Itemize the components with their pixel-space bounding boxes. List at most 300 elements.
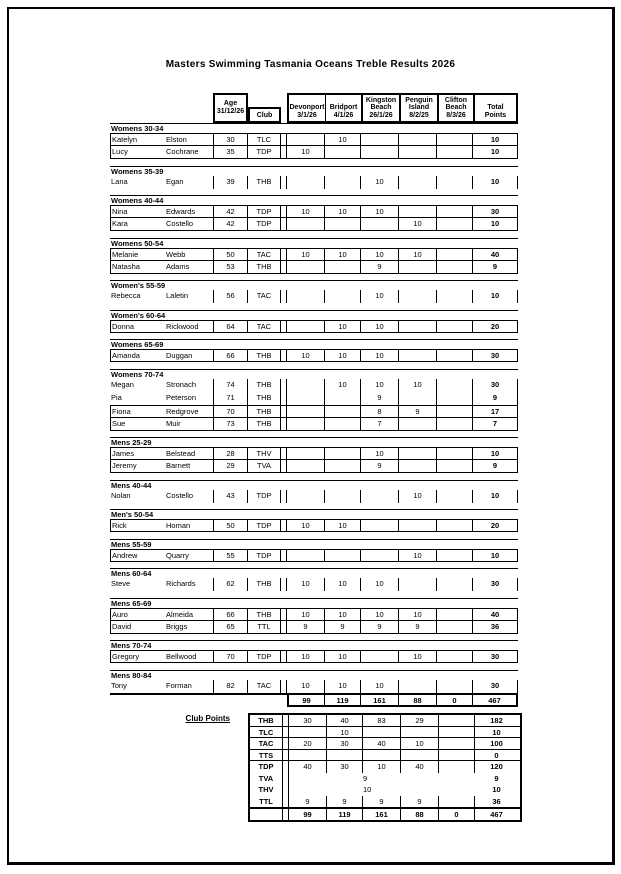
cell-last-name: Elston	[166, 135, 187, 144]
cell-points-clifton-beach	[437, 379, 473, 392]
cell-club: THB	[248, 609, 281, 620]
cell-points-devonport	[287, 550, 325, 561]
cell-points-devonport: 10	[287, 146, 325, 158]
result-row	[110, 405, 518, 418]
cell-age: 29	[213, 460, 248, 472]
event-columns-header	[287, 93, 518, 123]
cell-club-points-clifton-beach	[439, 738, 475, 749]
cell-club-total: 9	[494, 773, 499, 783]
cell-points-kingston-beach: 10	[361, 321, 399, 332]
cell-points-devonport: 10	[287, 609, 325, 620]
cell-age: 70	[213, 651, 248, 662]
cell-points-kingston-beach: 9	[361, 392, 399, 405]
cell-club-points-bridport	[327, 773, 363, 785]
cell-club-points-devonport	[289, 773, 327, 785]
cell-points-clifton-beach	[437, 490, 473, 503]
cell-first-name: Katelyn	[110, 134, 165, 145]
cell-points-penguin-island	[399, 321, 437, 332]
cell-first-name: Nina	[110, 206, 165, 217]
cell-club: TDP	[248, 520, 281, 531]
cell-first-name: Kara	[110, 218, 165, 230]
club-points-totals-row	[250, 807, 520, 820]
cell-points-devonport: 10	[287, 680, 325, 693]
result-row	[110, 205, 518, 218]
cell-points-bridport: 10	[325, 206, 361, 217]
cell-age: 50	[213, 249, 248, 260]
cell-total-points: 30	[473, 206, 518, 217]
cell-points-penguin-island	[399, 448, 437, 459]
cell-age: 66	[213, 350, 248, 361]
club-points-row	[250, 796, 520, 808]
cell-points-kingston-beach	[361, 146, 399, 158]
cell-points-penguin-island	[399, 520, 437, 531]
cell-first-name: Lana	[111, 176, 128, 186]
cell-first-name: Jeremy	[110, 460, 165, 472]
cell-points-penguin-island	[399, 176, 437, 189]
col-header-clifton-beach-line3: 8/3/26	[446, 111, 466, 119]
cell-points-kingston-beach: 10	[361, 578, 399, 591]
cell-points-kingston-beach: 9	[361, 261, 399, 273]
cell-club: TAC	[248, 249, 281, 260]
result-row	[110, 447, 518, 460]
col-header-total-points-line1: Total	[487, 104, 504, 111]
section-row: Womens 30-34	[110, 123, 518, 133]
cell-club-grand-penguin-island: 88	[401, 809, 439, 820]
cell-first-name: Tony	[111, 680, 127, 690]
cell-first-name: Melanie	[110, 249, 165, 260]
cell-last-name: Rickwood	[166, 321, 199, 331]
cell-last-name: Almeida	[166, 609, 194, 619]
cell-club: TAC	[248, 290, 281, 303]
cell-points-bridport	[325, 392, 361, 405]
cell-first-name: Amanda	[110, 350, 165, 361]
cell-points-bridport	[325, 406, 361, 417]
cell-total-bridport: 119	[325, 695, 361, 707]
cell-first-name: Gregory	[110, 651, 165, 662]
cell-first-name: Andrew	[110, 550, 165, 561]
cell-points-clifton-beach	[437, 290, 473, 303]
cell-club-total: 36	[492, 796, 501, 806]
cell-points-kingston-beach: 10	[361, 206, 399, 217]
cell-club-code	[250, 809, 283, 820]
cell-club: THB	[248, 418, 281, 430]
cell-points-penguin-island: 10	[399, 249, 437, 260]
results-table	[110, 123, 518, 707]
cell-points-bridport: 10	[325, 350, 361, 361]
cell-points-kingston-beach: 9	[361, 621, 399, 633]
cell-club-code: TTS	[250, 750, 283, 761]
club-points-table	[248, 713, 522, 822]
result-row	[110, 248, 518, 261]
result-row	[110, 680, 518, 693]
cell-first-name: Pia	[111, 392, 122, 402]
cell-club-points-clifton-beach	[439, 796, 475, 808]
cell-first-name: Rebecca	[111, 291, 141, 300]
cell-points-bridport: 10	[325, 651, 361, 662]
result-row	[110, 290, 518, 303]
col-header-club	[248, 107, 281, 123]
cell-club-points-bridport	[327, 784, 363, 796]
cell-club: TDP	[248, 490, 281, 503]
cell-points-bridport: 10	[325, 379, 361, 392]
cell-club-code: TVA	[250, 773, 283, 785]
cell-empty	[248, 695, 281, 707]
cell-total-points: 30	[473, 578, 518, 591]
section-row: Womens 50-54	[110, 238, 518, 248]
col-header-kingston-beach-line1: Kingston	[365, 96, 397, 104]
result-row	[110, 176, 518, 189]
cell-points-clifton-beach	[437, 520, 473, 531]
cell-last-name: Stronach	[166, 379, 197, 389]
cell-points-clifton-beach	[437, 146, 473, 158]
age-header-line2: 31/12/26	[216, 108, 245, 115]
cell-empty	[165, 695, 213, 707]
result-row	[110, 460, 518, 473]
cell-club: TAC	[248, 321, 281, 332]
result-row	[110, 418, 518, 431]
cell-club: THB	[248, 350, 281, 361]
cell-points-clifton-beach	[437, 218, 473, 230]
cell-last-name: Forman	[166, 680, 192, 690]
cell-age: 55	[213, 550, 248, 561]
cell-points-bridport: 10	[325, 680, 361, 693]
cell-points-clifton-beach	[437, 418, 473, 430]
cell-total-points: 9	[473, 460, 518, 472]
cell-last-name: Redgrove	[166, 406, 199, 416]
cell-last-name: Adams	[166, 261, 190, 271]
cell-total-points: 10	[473, 290, 518, 303]
cell-age: 74	[213, 379, 248, 392]
cell-club-points-penguin-island: 29	[401, 715, 439, 726]
cell-first-name: Natasha	[110, 261, 165, 273]
cell-points-kingston-beach	[361, 520, 399, 531]
result-row	[110, 650, 518, 663]
cell-club-code: TLC	[250, 727, 283, 738]
cell-club-grand-clifton-beach: 0	[439, 809, 475, 820]
cell-points-kingston-beach	[361, 550, 399, 561]
cell-points-devonport: 10	[287, 350, 325, 361]
cell-club: THV	[248, 448, 281, 459]
cell-last-name: Richards	[166, 579, 196, 588]
cell-points-clifton-beach	[437, 392, 473, 405]
cell-total-clifton-beach: 0	[437, 695, 473, 707]
cell-points-bridport	[325, 290, 361, 303]
cell-last-name: Egan	[166, 176, 184, 186]
cell-points-clifton-beach	[437, 406, 473, 417]
cell-last-name: Belstead	[166, 449, 196, 458]
cell-points-devonport	[287, 176, 325, 189]
cell-club-total: 0	[494, 750, 499, 760]
cell-club-points-penguin-island: 10	[401, 738, 439, 749]
cell-age: 64	[213, 321, 248, 332]
cell-total-points: 20	[473, 321, 518, 332]
cell-last-name: Muir	[166, 418, 181, 428]
cell-first-name: Rick	[110, 520, 165, 531]
cell-total-points: 10	[473, 218, 518, 230]
cell-points-kingston-beach	[361, 134, 399, 145]
result-row	[110, 621, 518, 634]
cell-total-points: 40	[473, 609, 518, 620]
col-header-clifton-beach	[437, 95, 473, 121]
cell-points-kingston-beach: 10	[361, 249, 399, 260]
cell-points-devonport	[287, 490, 325, 503]
section-row: Mens 80-84	[110, 670, 518, 680]
col-header-clifton-beach-line2: Beach	[445, 104, 467, 112]
result-row	[110, 218, 518, 231]
result-row	[110, 146, 518, 159]
col-header-total-points	[473, 95, 516, 121]
cell-club-points-kingston-beach: 9	[363, 796, 401, 808]
cell-last-name: Quarry	[166, 550, 189, 560]
cell-club-code: TAC	[250, 738, 283, 749]
section-row: Mens 70-74	[110, 640, 518, 650]
cell-points-devonport	[287, 418, 325, 430]
cell-total-points: 9	[473, 261, 518, 273]
cell-points-kingston-beach: 9	[361, 460, 399, 472]
cell-age: 53	[213, 261, 248, 273]
cell-club-grand-kingston-beach: 161	[363, 809, 401, 820]
section-row: Women's 60-64	[110, 310, 518, 320]
cell-club-points-clifton-beach	[439, 727, 475, 738]
cell-club-total: 100	[490, 739, 503, 748]
cell-total-points: 7	[473, 418, 518, 430]
cell-first-name: Steve	[111, 579, 131, 588]
cell-points-penguin-island: 10	[399, 490, 437, 503]
cell-last-name: Barnett	[166, 461, 191, 470]
section-row: Womens 70-74	[110, 369, 518, 379]
cell-age: 39	[213, 176, 248, 189]
cell-points-kingston-beach: 7	[361, 418, 399, 430]
cell-points-kingston-beach: 8	[361, 406, 399, 417]
results-table-header	[110, 93, 518, 123]
cell-club: TDP	[248, 550, 281, 561]
cell-total-points: 9	[473, 392, 518, 405]
cell-last-name: Bellwood	[166, 652, 197, 661]
cell-club-points-clifton-beach	[439, 784, 475, 796]
cell-points-devonport	[287, 134, 325, 145]
cell-first-name: Sue	[110, 418, 165, 430]
cell-points-devonport: 10	[287, 520, 325, 531]
cell-points-clifton-beach	[437, 651, 473, 662]
cell-club-grand-total: 467	[490, 810, 503, 819]
cell-club-grand-devonport: 99	[289, 809, 327, 820]
col-header-kingston-beach	[361, 95, 399, 121]
cell-points-clifton-beach	[437, 176, 473, 189]
cell-points-bridport	[325, 460, 361, 472]
cell-points-penguin-island	[399, 134, 437, 145]
cell-age: 42	[213, 206, 248, 217]
cell-points-penguin-island: 9	[399, 406, 437, 417]
cell-age: 65	[213, 621, 248, 633]
cell-club: TVA	[248, 460, 281, 472]
result-row	[110, 133, 518, 146]
cell-points-clifton-beach	[437, 206, 473, 217]
cell-club: TDP	[248, 146, 281, 158]
cell-points-kingston-beach	[361, 651, 399, 662]
section-row: Womens 35-39	[110, 166, 518, 176]
cell-points-bridport: 10	[325, 578, 361, 591]
cell-points-kingston-beach: 10	[361, 350, 399, 361]
cell-points-penguin-island	[399, 146, 437, 158]
col-header-devonport	[289, 95, 325, 121]
cell-club-points-bridport: 10	[327, 727, 363, 738]
age-header-line1: Age	[223, 100, 238, 107]
cell-club-total: 182	[490, 716, 503, 725]
club-points-row	[250, 773, 520, 785]
col-header-clifton-beach-line1: Clifton	[444, 96, 468, 104]
cell-age: 42	[213, 218, 248, 230]
cell-total-points: 30	[473, 379, 518, 392]
cell-total-devonport: 99	[287, 695, 325, 707]
col-header-penguin-island-line3: 8/2/25	[409, 111, 429, 119]
club-points-row	[250, 761, 520, 773]
cell-points-devonport: 10	[287, 578, 325, 591]
cell-last-name: Laletin	[166, 291, 189, 300]
cell-age: 66	[213, 609, 248, 620]
cell-first-name: James	[110, 448, 165, 459]
cell-points-clifton-beach	[437, 134, 473, 145]
cell-first-name: Nolan	[111, 490, 131, 500]
cell-club: TAC	[248, 680, 281, 693]
section-row: Mens 65-69	[110, 598, 518, 608]
cell-total-points: 10	[473, 176, 518, 189]
cell-club-points-kingston-beach: 10	[363, 761, 401, 773]
col-header-penguin-island-line2: Island	[408, 104, 430, 112]
cell-grand-total: 467	[473, 695, 518, 707]
result-row	[110, 608, 518, 621]
cell-first-name: Lucy	[110, 146, 165, 158]
cell-points-devonport: 10	[287, 651, 325, 662]
club-header-label: Club	[256, 112, 273, 119]
result-row	[110, 519, 518, 532]
cell-points-penguin-island: 10	[399, 651, 437, 662]
cell-points-kingston-beach	[361, 218, 399, 230]
cell-club-grand-bridport: 119	[327, 809, 363, 820]
cell-total-points: 30	[473, 680, 518, 693]
cell-points-devonport	[287, 290, 325, 303]
cell-points-devonport	[287, 448, 325, 459]
cell-points-penguin-island: 10	[399, 379, 437, 392]
col-header-devonport-line1: Devonport	[289, 104, 325, 111]
cell-club-points-penguin-island	[401, 750, 439, 761]
cell-points-penguin-island: 10	[399, 550, 437, 561]
cell-age: 35	[213, 146, 248, 158]
cell-last-name: Duggan	[166, 351, 193, 360]
cell-age: 73	[213, 418, 248, 430]
cell-points-clifton-beach	[437, 578, 473, 591]
cell-club-points-clifton-beach	[439, 715, 475, 726]
cell-total-points: 30	[473, 350, 518, 361]
col-header-bridport-line2: 4/1/26	[333, 111, 354, 119]
cell-points-devonport	[287, 321, 325, 332]
cell-points-bridport	[325, 261, 361, 273]
cell-club-total: 10	[492, 785, 501, 794]
club-points-row	[250, 784, 520, 796]
col-header-bridport-line1: Bridport	[329, 104, 358, 111]
cell-age: 70	[213, 406, 248, 417]
cell-points-bridport	[325, 550, 361, 561]
cell-last-name: Webb	[166, 249, 186, 259]
cell-points-bridport	[325, 176, 361, 189]
cell-club-points-devonport	[289, 750, 327, 761]
cell-points-kingston-beach: 10	[361, 290, 399, 303]
cell-points-kingston-beach: 10	[361, 609, 399, 620]
cell-points-clifton-beach	[437, 680, 473, 693]
cell-points-penguin-island	[399, 206, 437, 217]
cell-club-points-bridport: 30	[327, 761, 363, 773]
cell-points-devonport	[287, 379, 325, 392]
cell-points-penguin-island	[399, 680, 437, 693]
cell-points-penguin-island: 9	[399, 621, 437, 633]
cell-club-code: TTL	[250, 796, 283, 808]
cell-club-points-clifton-beach	[439, 750, 475, 761]
cell-club-points-penguin-island	[401, 784, 439, 796]
cell-age: 71	[213, 392, 248, 405]
cell-points-kingston-beach: 10	[361, 176, 399, 189]
cell-last-name: Edwards	[166, 207, 196, 216]
cell-club-points-devonport: 9	[289, 796, 327, 808]
cell-points-clifton-beach	[437, 261, 473, 273]
cell-total-kingston-beach: 161	[361, 695, 399, 707]
section-row: Men's 50-54	[110, 509, 518, 519]
cell-first-name: Auro	[110, 609, 165, 620]
cell-club: TDP	[248, 218, 281, 230]
cell-club: THB	[248, 578, 281, 591]
cell-last-name: Peterson	[166, 392, 197, 402]
result-row	[110, 320, 518, 333]
cell-total-points: 10	[473, 490, 518, 503]
section-row: Mens 60-64	[110, 568, 518, 578]
cell-points-bridport	[325, 218, 361, 230]
cell-club-points-penguin-island	[401, 727, 439, 738]
cell-points-kingston-beach	[361, 490, 399, 503]
cell-points-clifton-beach	[437, 621, 473, 633]
cell-club-points-bridport: 40	[327, 715, 363, 726]
cell-club: TDP	[248, 651, 281, 662]
cell-points-bridport: 10	[325, 520, 361, 531]
cell-club-points-devonport	[289, 784, 327, 796]
cell-club: THB	[248, 261, 281, 273]
cell-empty	[213, 695, 248, 707]
section-row: Mens 25-29	[110, 437, 518, 447]
cell-points-bridport	[325, 448, 361, 459]
cell-club: TLC	[248, 134, 281, 145]
col-header-devonport-line2: 3/1/26	[297, 111, 317, 119]
cell-club-total: 120	[490, 762, 503, 771]
cell-last-name: Homan	[166, 521, 191, 530]
cell-points-kingston-beach: 10	[361, 680, 399, 693]
cell-club-code: TDP	[250, 761, 283, 773]
cell-points-bridport: 10	[325, 321, 361, 332]
cell-first-name: David	[110, 621, 165, 633]
cell-points-devonport	[287, 392, 325, 405]
col-header-penguin-island	[399, 95, 437, 121]
cell-total-points: 40	[473, 249, 518, 260]
cell-club: THB	[248, 406, 281, 417]
page-border	[7, 7, 615, 865]
cell-club-points-devonport: 40	[289, 761, 327, 773]
cell-points-bridport: 9	[325, 621, 361, 633]
cell-points-devonport: 9	[287, 621, 325, 633]
cell-points-devonport	[287, 261, 325, 273]
cell-points-clifton-beach	[437, 249, 473, 260]
cell-first-name: Megan	[111, 379, 134, 389]
club-points-label: Club Points	[185, 714, 230, 723]
cell-points-kingston-beach: 10	[361, 379, 399, 392]
result-row	[110, 549, 518, 562]
cell-points-penguin-island	[399, 290, 437, 303]
cell-club: THB	[248, 379, 281, 392]
